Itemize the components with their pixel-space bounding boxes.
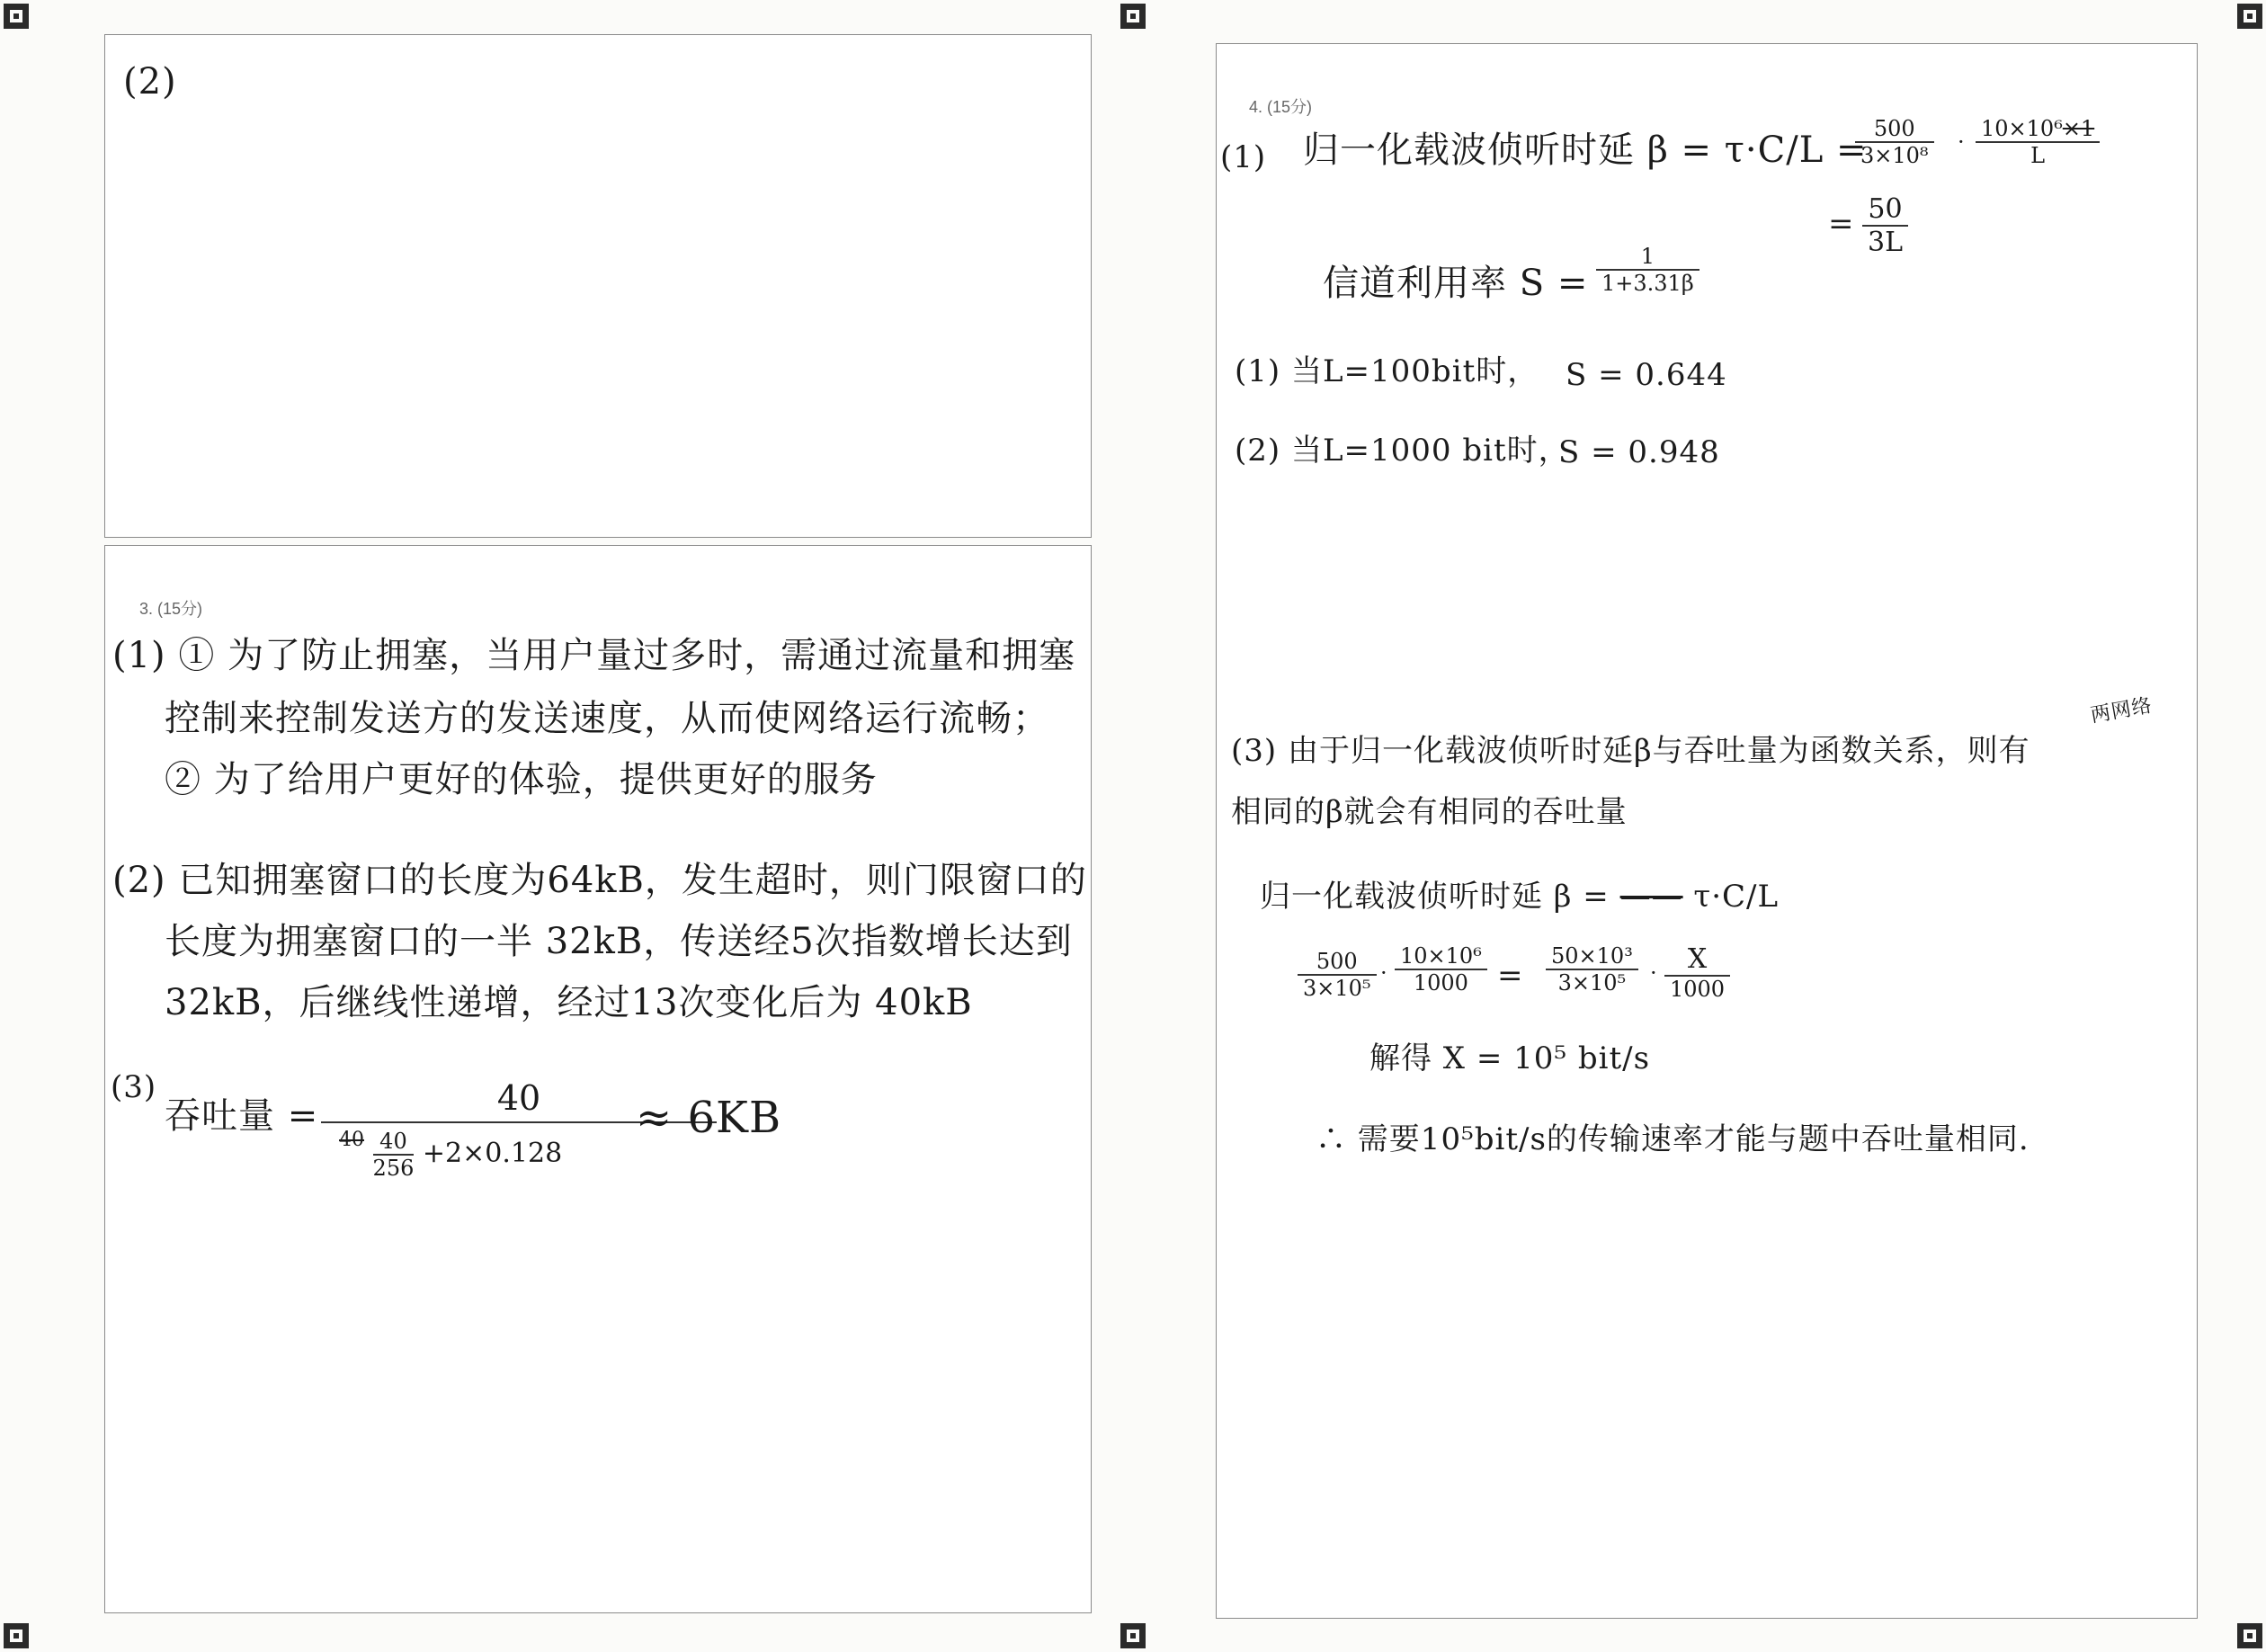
q3-part1-line1: (1) ① 为了防止拥塞，当用户量过多时，需通过流量和拥塞 [112, 635, 1076, 676]
q4-eq-d-num: X [1664, 943, 1730, 977]
question-3-label: 3. (15分) [139, 600, 203, 618]
q4-case-1: (1) 当L=100bit时， [1235, 353, 1539, 389]
answer-box-q4 [1216, 43, 2198, 1619]
q3-part3-prefix: (3) [111, 1069, 157, 1105]
q4-beta-f1-num: 500 [1855, 116, 1934, 143]
q4-utilization-label: 信道利用率 S = [1323, 263, 1589, 304]
q3-den-frac-num: 40 [373, 1129, 415, 1156]
q4-beta-simplified-den: 3L [1868, 227, 1904, 258]
q3-throughput-label: 吞吐量 = [165, 1095, 319, 1137]
q4-beta-definition: 归一化载波侦听时延 β = τ·C/L = [1303, 129, 1868, 171]
heading-part-2: (2) [123, 61, 177, 103]
q3-part2-line3: 32kB，后继线性递增，经过13次变化后为 40kB [165, 982, 973, 1023]
q4-beta-simplified [1862, 193, 1908, 258]
q4-eq-d-den: 1000 [1670, 977, 1726, 1002]
q3-den-rest: +2×0.128 [422, 1138, 563, 1169]
question-4-label: 4. (15分) [1249, 98, 1313, 116]
q4-eq-a-num: 500 [1298, 949, 1377, 976]
q4-eq-b [1395, 943, 1487, 996]
answer-box-q2-continued [104, 34, 1092, 538]
q4-beta-f1-den: 3×10⁸ [1860, 143, 1929, 168]
q3-fraction-numerator: 40 [321, 1078, 717, 1123]
corner-marker-top-right [2237, 4, 2262, 29]
q4-part3-line1: (3) 由于归一化载波侦听时延β与吞吐量为函数关系，则有 [1231, 733, 2030, 769]
q4-beta-f2-strike: ×1 [2062, 116, 2095, 141]
q3-den-strike: 40 [339, 1129, 364, 1151]
q4-eq-d [1664, 943, 1730, 1002]
q4-eq-dot-2: · [1650, 960, 1658, 986]
q4-part3-beta-strike: —— [1619, 879, 1683, 915]
q4-solve-result: 解得 X = 10⁵ bit/s [1369, 1040, 1651, 1076]
q4-beta-simplified-num: 50 [1862, 193, 1908, 227]
q4-beta-f2-den: L [2030, 143, 2046, 168]
q3-part2-line2: 长度为拥塞窗口的一半 32kB，传送经5次指数增长达到 [165, 921, 1073, 962]
q4-beta-fraction-2 [1976, 116, 2100, 168]
q3-part1-line3: ② 为了给用户更好的体验，提供更好的服务 [165, 759, 878, 800]
corner-marker-top-center [1120, 4, 1146, 29]
q3-part1-line2: 控制来控制发送方的发送速度，从而使网络运行流畅； [165, 698, 1049, 739]
q3-part2-line1: (2) 已知拥塞窗口的长度为64kB，发生超时，则门限窗口的 [112, 860, 1087, 901]
q4-eq-c [1546, 943, 1638, 996]
q4-part3-line2: 相同的β就会有相同的吞吐量 [1231, 794, 1628, 830]
answer-box-q3 [104, 545, 1092, 1613]
q4-case-2: (2) 当L=1000 bit时， [1235, 433, 1570, 469]
q4-util-num: 1 [1596, 244, 1700, 271]
q4-eq-b-num: 10×10⁶ [1395, 943, 1487, 970]
q4-eq-a-den: 3×10⁵ [1303, 976, 1371, 1001]
corner-marker-bottom-left [4, 1623, 29, 1648]
q4-beta-fraction-1 [1855, 116, 1934, 168]
q4-part3-beta-text: 归一化载波侦听时延 β = [1260, 879, 1610, 915]
q4-eq-c-den: 3×10⁵ [1557, 970, 1627, 996]
q4-beta-f2-num: 10×10⁶ [1981, 116, 2063, 141]
corner-marker-bottom-center [1120, 1623, 1146, 1648]
q4-eq-c-num: 50×10³ [1546, 943, 1638, 970]
q4-part3-beta [1260, 880, 1779, 914]
q4-margin-note: 两网络 [2089, 694, 2154, 728]
corner-marker-bottom-right [2237, 1623, 2262, 1648]
q4-eq-b-den: 1000 [1413, 970, 1468, 996]
q4-part3-beta-rest: τ·C/L [1693, 879, 1780, 915]
q4-utilization-fraction [1596, 244, 1700, 296]
q4-eq-dot-1: · [1380, 960, 1388, 986]
q3-throughput-result: ≈ 6KB [636, 1093, 782, 1143]
q4-equals-sign: = [1828, 206, 1855, 242]
q4-eq-a [1298, 949, 1377, 1001]
q4-conclusion: ∴ 需要10⁵bit/s的传输速率才能与题中吞吐量相同. [1316, 1121, 2030, 1157]
corner-marker-top-left [4, 4, 29, 29]
q4-case-1-value: S = 0.644 [1566, 357, 1727, 393]
q4-part1-prefix: (1) [1220, 139, 1267, 175]
q4-util-den: 1+3.31β [1601, 271, 1694, 296]
q4-case-2-value: S = 0.948 [1558, 434, 1720, 470]
q4-eq-equals: = [1497, 958, 1524, 994]
q4-multiply-dot: · [1958, 129, 1966, 155]
q4-beta-f2-num-wrap [1976, 116, 2100, 143]
q3-den-frac-den: 256 [372, 1156, 415, 1181]
